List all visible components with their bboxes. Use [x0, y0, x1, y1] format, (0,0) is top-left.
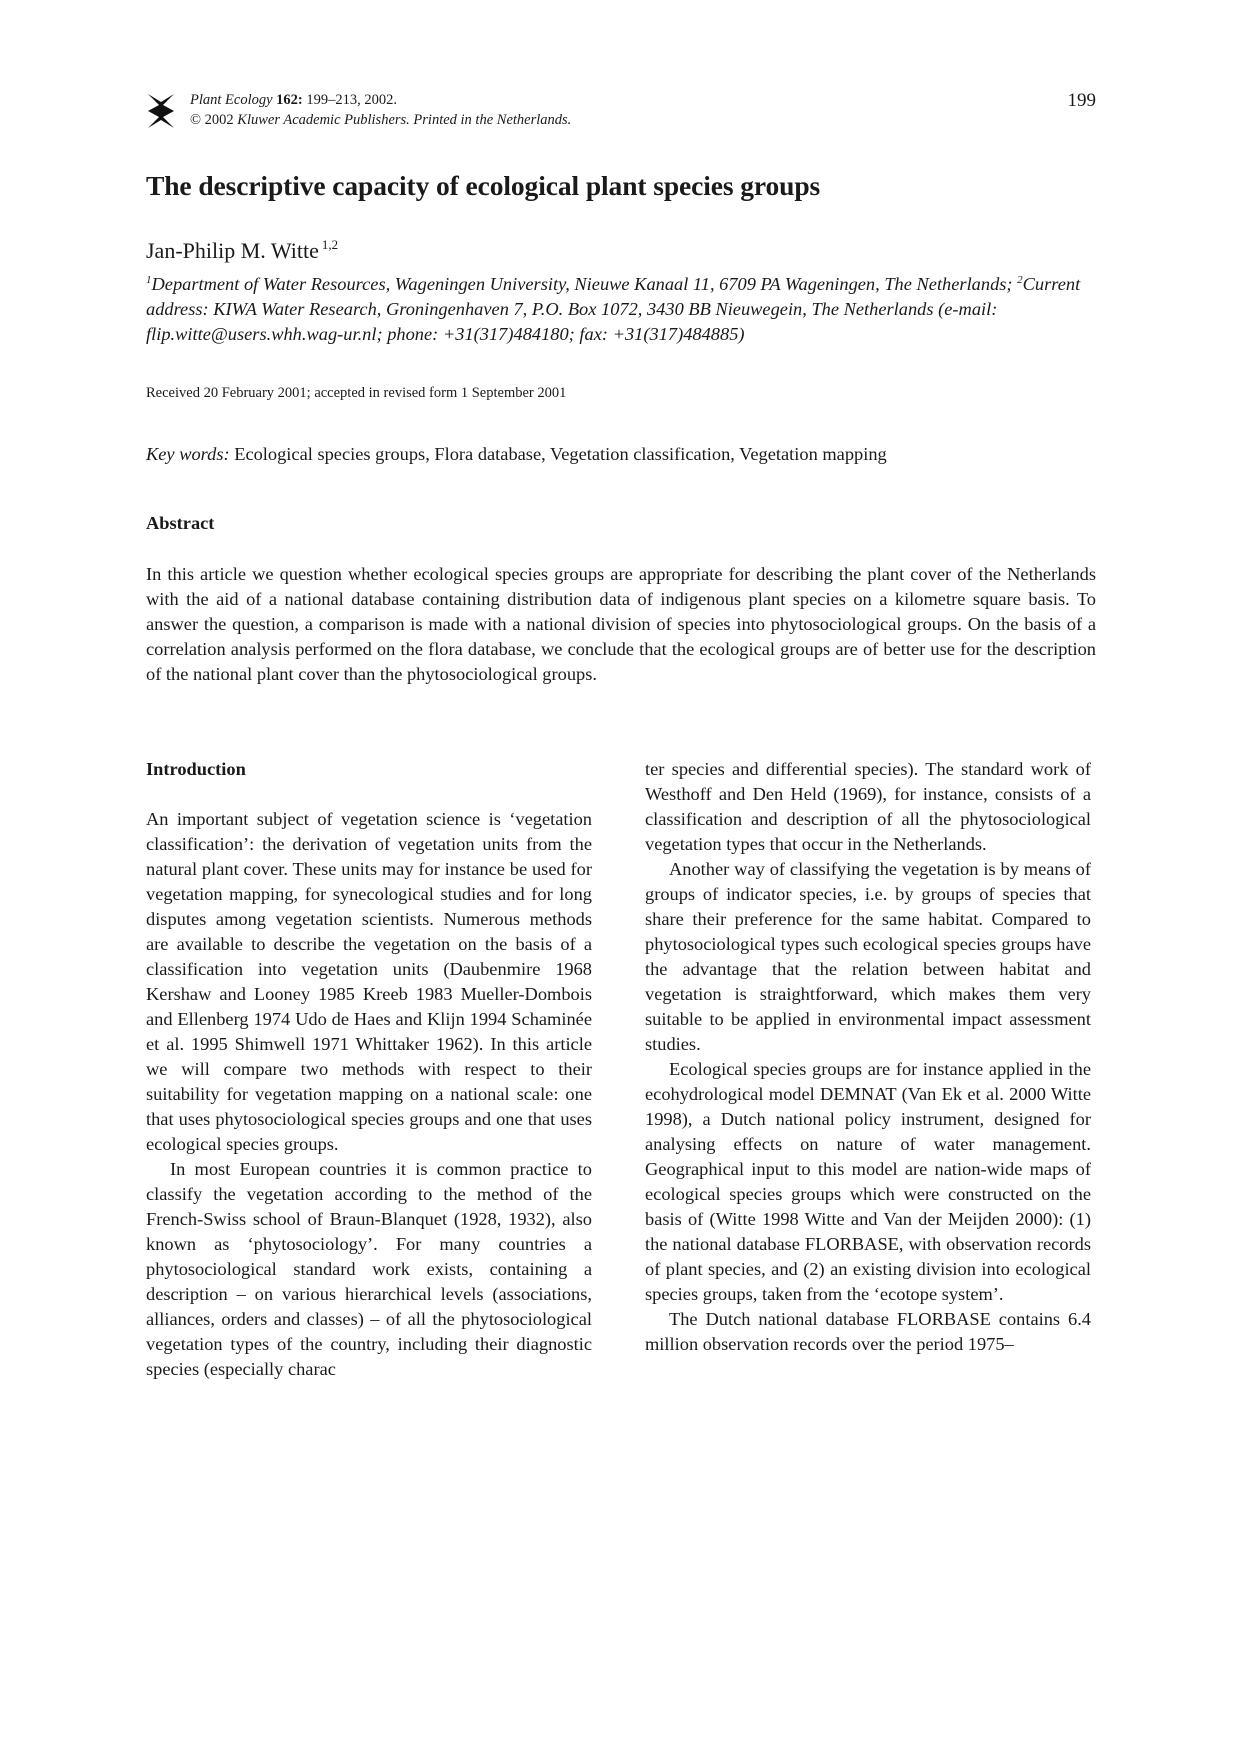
introduction-heading: Introduction: [146, 759, 246, 779]
intro-paragraph-3: Another way of classifying the vegetation is by means of groups of indicator species, i.e. by groups of species that share their preference for the same habitat. Compared to phytosociological types such ecological species groups have the advantage that the relation between habitat and vegetation is straightforward, which makes them very suitable to be applied in environmental impact assessment studies.: [645, 859, 1091, 1054]
intro-paragraph-1: An important subject of vegetation science is ‘vegetation classification’: the derivation of vegetation units from the natural plant cover. These units may for instance be used for vegetation mapping, for synecological studies and for long disputes among vegetation scientists. Numerous methods are available to describe the vegetation on the basis of a classification into vegetation units (Daubenmire 1968 Kershaw and Looney 1985 Kreeb 1983 Mueller-Dombois and Ellenberg 1974 Udo de Haes and Klijn 1994 Schaminée et al. 1995 Shimwell 1971 Whittaker 1962). In this article we will compare two methods with respect to their suitability for vegetation mapping on a national scale: one that uses phytosociological species groups and one that uses ecological species groups.: [146, 809, 592, 1154]
keywords: [146, 444, 887, 465]
article-title: The descriptive capacity of ecological plant species groups: [146, 170, 821, 201]
abstract-heading: Abstract: [146, 513, 215, 533]
copyright-mark: © 2002: [190, 112, 238, 128]
journal-name: Plant Ecology: [190, 92, 273, 108]
journal-pages-year: 199–213, 2002.: [302, 92, 398, 108]
received-dates: Received 20 February 2001; accepted in revised form 1 September 2001: [146, 385, 567, 401]
intro-paragraph-4: Ecological species groups are for instance applied in the ecohydrological model DEMNAT (Van Ek et al. 2000 Witte 1998), a Dutch national policy instrument, designed for analysing effects on nature of water management. Geographical input to this model are nation-wide maps of ecological species groups which were constructed on the basis of (Witte 1998 Witte and Van der Meijden 2000): (1) the national database FLORBASE, with observation records of plant species, and (2) an existing division into ecological species groups, taken from the ‘ecotope system’.: [645, 1059, 1091, 1304]
keywords-label: Key words:: [146, 444, 230, 464]
right-column: [645, 757, 1091, 1357]
author-name: Jan-Philip M. Witte: [146, 238, 319, 263]
author-affiliation-marks: 1,2: [321, 237, 339, 252]
publisher-line: Kluwer Academic Publishers. Printed in the Netherlands.: [237, 112, 572, 128]
kluwer-logo-icon: [146, 92, 176, 130]
affiliation-text-2: Current address: KIWA Water Research, Groningenhaven 7, P.O. Box 1072, 3430 BB Nieuwegein, The Netherlands (e-mail: flip.witte@users.whh.wag-ur.nl; phone: +31(317)484180; fax: +31(317)484885): [146, 274, 1081, 344]
journal-volume: 162:: [276, 92, 303, 108]
journal-header: [146, 88, 1096, 132]
affiliation-mark-2: 2: [1017, 274, 1023, 286]
affiliation-text-1: Department of Water Resources, Wageningen University, Nieuwe Kanaal 11, 6709 PA Wageningen, The Netherlands;: [151, 274, 1018, 294]
journal-citation: [190, 90, 571, 130]
intro-paragraph-2: In most European countries it is common practice to classify the vegetation according to the method of the French-Swiss school of Braun-Blanquet (1928, 1932), also known as ‘phytosociology’. For many countries a phytosociological standard work exists, containing a description – on various hierarchical levels (associations, alliances, orders and classes) – of all the phytosociological vegetation types of the country, including their diagnostic species (especially charac: [146, 1159, 592, 1379]
intro-paragraph-5: The Dutch national database FLORBASE contains 6.4 million observation records over the period 1975–: [645, 1309, 1091, 1354]
author-line: [146, 237, 338, 264]
affiliation-mark-1: 1: [146, 274, 152, 286]
keywords-list: Ecological species groups, Flora database, Vegetation classification, Vegetation mapping: [229, 444, 887, 464]
abstract-text: In this article we question whether ecological species groups are appropriate for describing the plant cover of the Netherlands with the aid of a national database containing distribution data of indigenous plant species on a kilometre square basis. To answer the question, a comparison is made with a national division of species into phytosociological groups. On the basis of a correlation analysis performed on the flora database, we conclude that the ecological groups are of better use for the description of the national plant cover than the phytosociological groups.: [146, 564, 1096, 684]
affiliation: [146, 268, 1096, 347]
left-column: [146, 757, 592, 1382]
page-number: 199: [1067, 90, 1096, 111]
intro-paragraph-2-continued: ter species and differential species). The standard work of Westhoff and Den Held (1969), for instance, consists of a classification and description of all the phytosociological vegetation types that occur in the Netherlands.: [645, 759, 1091, 854]
